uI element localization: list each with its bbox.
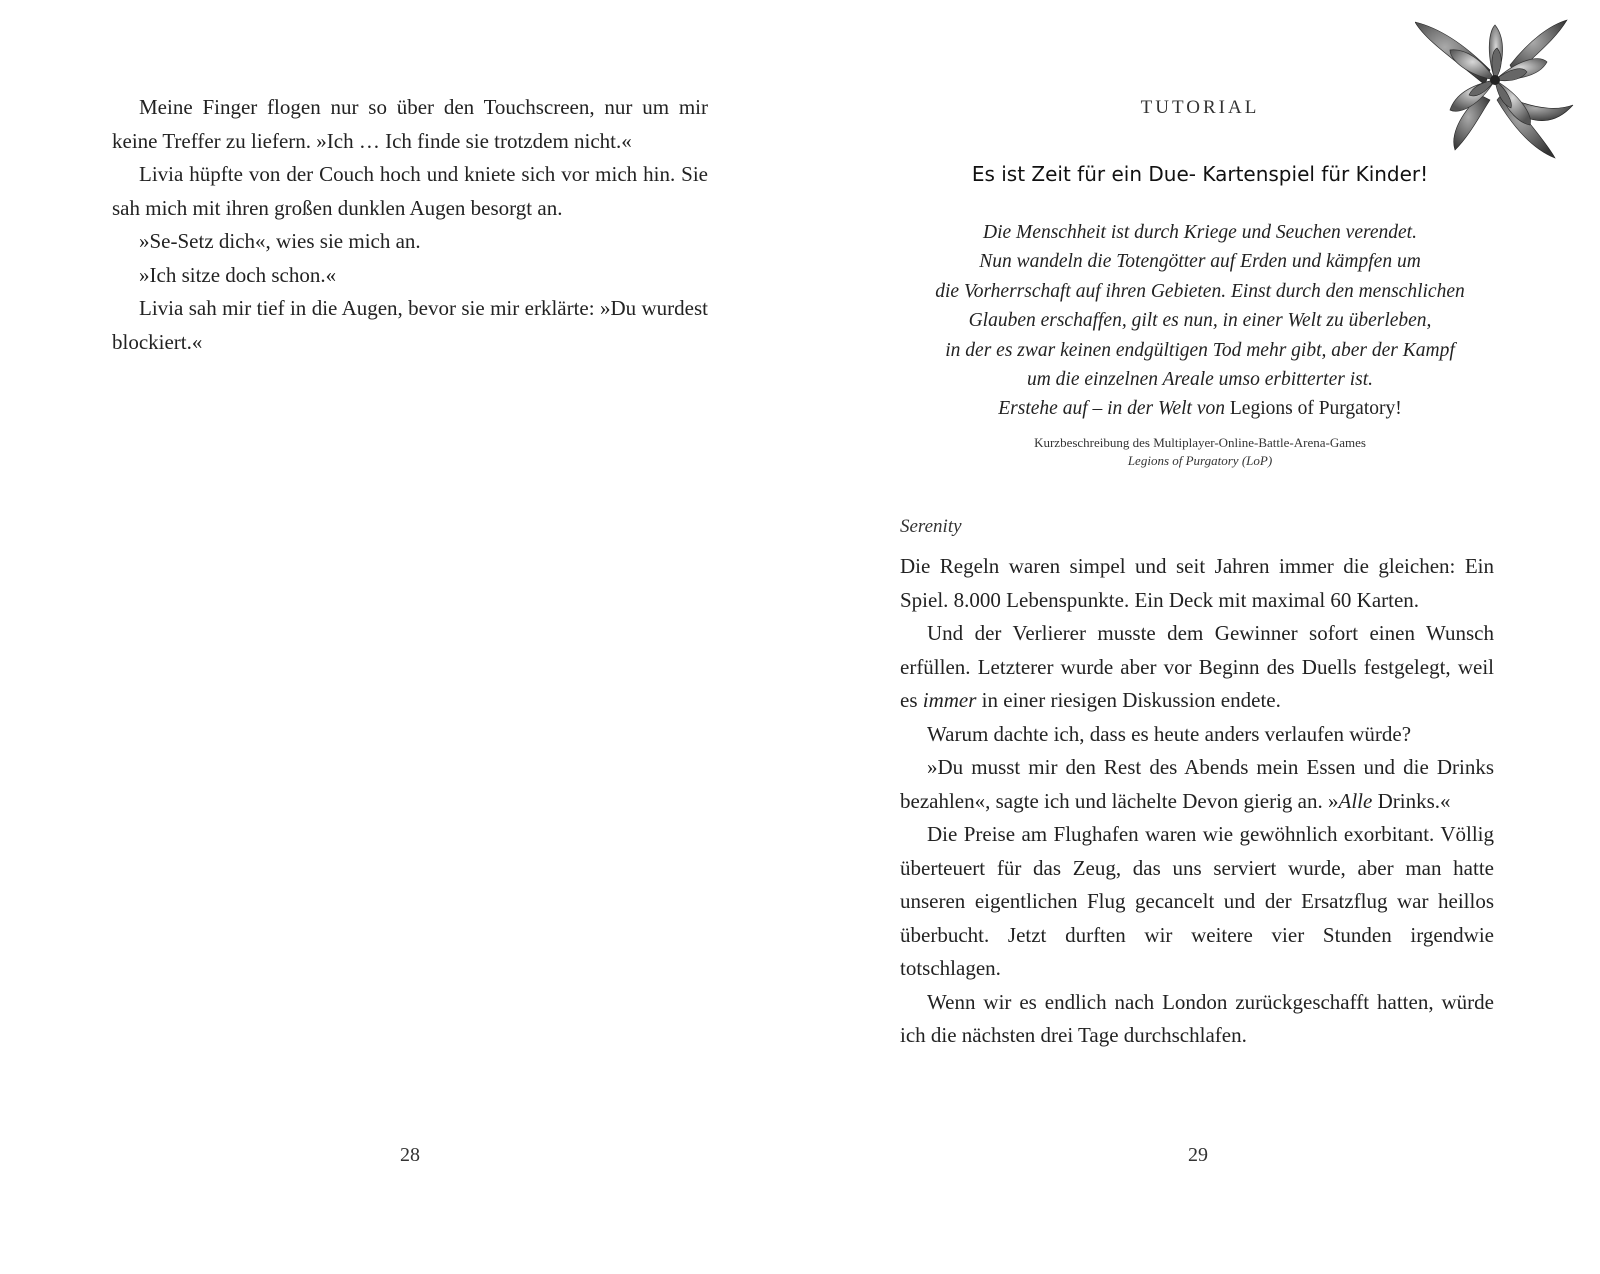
epigraph-source bbox=[880, 434, 1520, 470]
paragraph bbox=[900, 718, 1494, 752]
paragraph: Livia sah mir tief in die Augen, bevor sie mir erklärte: »Du wurdest blockiert.« bbox=[112, 296, 708, 354]
paragraph: Meine Finger flogen nur so über den Touchscreen, nur um mir keine Treffer zu liefern. »Ich … Ich finde sie trotzdem nicht.« bbox=[112, 95, 708, 153]
text-run: Drinks.« bbox=[1372, 788, 1451, 813]
page-number-left: 28 bbox=[400, 1144, 420, 1166]
paragraph bbox=[900, 617, 1494, 718]
flower-ornament-icon bbox=[1415, 10, 1575, 160]
paragraph bbox=[900, 818, 1494, 986]
epigraph-line: Nun wandeln die Totengötter auf Erden und kämpfen um bbox=[979, 251, 1421, 273]
paragraph bbox=[900, 986, 1494, 1053]
paragraph: Livia hüpfte von der Couch hoch und kniete sich vor mich hin. Sie sah mich mit ihren großen dunklen Augen besorgt an. bbox=[112, 162, 708, 220]
game-title: Legions of Purgatory! bbox=[1229, 398, 1402, 420]
epigraph-line: Die Menschheit ist durch Kriege und Seuchen verendet. bbox=[983, 222, 1417, 243]
source-line-2: Legions of Purgatory (LoP) bbox=[1127, 453, 1273, 468]
epigraph-line: um die einzelnen Areale umso erbitterter ist. bbox=[1026, 369, 1374, 391]
paragraph bbox=[900, 550, 1494, 617]
source-line-1: Kurzbeschreibung des Multiplayer-Online-Battle-Arena-Games bbox=[1034, 435, 1366, 450]
epigraph-line: Glauben erschaffen, gilt es nun, in einer Welt zu überleben, bbox=[968, 310, 1432, 332]
right-page-text bbox=[900, 550, 1494, 1053]
text-run: Und der Verlierer musste dem Gewinner sofort einen Wunsch erfüllen. Letzterer wurde aber vor Beginn des Duells festgelegt, weil es bbox=[900, 621, 1494, 712]
epigraph bbox=[880, 218, 1520, 424]
text-run: Warum dachte ich, dass es heute anders verlaufen würde? bbox=[927, 721, 1412, 746]
epigraph-last-italic: Erstehe auf – in der Welt von bbox=[998, 398, 1230, 420]
text-run: in einer riesigen Diskussion endete. bbox=[976, 688, 1281, 712]
page-number-right: 29 bbox=[1188, 1144, 1208, 1166]
paragraph bbox=[900, 751, 1494, 818]
text-run: Die Preise am Flughafen waren wie gewöhnlich exorbitant. Völlig überteuert für das Zeug, das uns serviert wurde, aber man hatte unseren eigentlichen Flug gecancelt und der Ersatzflug war heillos überbucht. Jetzt durften wir weitere vier Stunden irgendwie totschlagen. bbox=[900, 822, 1494, 980]
emphasis-text: Alle bbox=[1338, 788, 1373, 813]
epigraph-last-line bbox=[880, 394, 1520, 423]
epigraph-line: in der es zwar keinen endgültigen Tod mehr gibt, aber der Kampf bbox=[945, 339, 1455, 361]
emphasis-text: immer bbox=[922, 688, 977, 712]
chapter-title: Es ist Zeit für ein Due- Kartenspiel für Kinder! bbox=[971, 162, 1429, 186]
left-page-text bbox=[112, 91, 708, 359]
epigraph-line: die Vorherrschaft auf ihren Gebieten. Einst durch den menschlichen bbox=[935, 280, 1465, 302]
text-run: Die Regeln waren simpel und seit Jahren immer die gleichen: Ein Spiel. 8.000 Lebenspunkte. Ein Deck mit maximal 60 Karten. bbox=[900, 554, 1494, 612]
pov-label: Serenity bbox=[900, 516, 962, 537]
text-run: Wenn wir es endlich nach London zurückgeschafft hatten, würde ich die nächsten drei Tage durchschlafen. bbox=[900, 989, 1494, 1047]
text-run: »Du musst mir den Rest des Abends mein Essen und die Drinks bezahlen«, sagte ich und lächelte Devon gierig an. » bbox=[900, 755, 1494, 813]
paragraph: »Ich sitze doch schon.« bbox=[139, 262, 337, 287]
chapter-label: TUTORIAL bbox=[1140, 97, 1260, 118]
paragraph: »Se-Setz dich«, wies sie mich an. bbox=[139, 229, 421, 253]
